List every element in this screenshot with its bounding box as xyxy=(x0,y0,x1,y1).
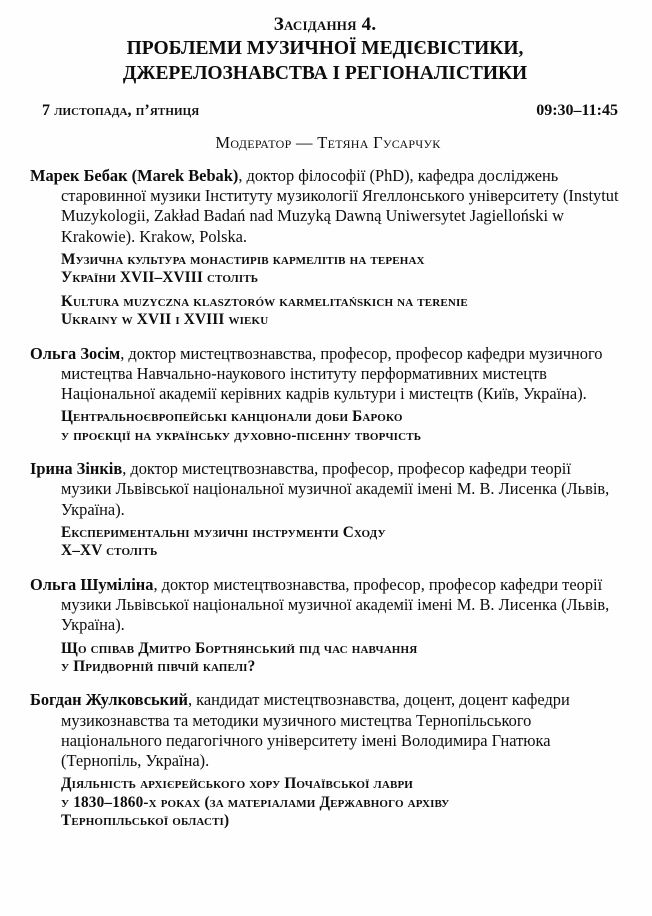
speaker-name: Ольга Шуміліна xyxy=(30,574,154,594)
speaker-entry xyxy=(30,690,620,830)
talk-title-line: Ukrainy w XVII i XVIII wieku xyxy=(61,311,269,329)
page-title-line-2: ДЖЕРЕЛОЗНАВСТВА І РЕГІОНАЛІСТИКИ xyxy=(122,63,528,85)
speaker-name: Ольга Зосім xyxy=(30,343,121,363)
entry-spacer xyxy=(30,566,620,575)
talk-title-line: Центральноєвропейські канціонали доби Бароко xyxy=(61,408,403,426)
speaker-bio xyxy=(30,459,620,520)
talk-title-line: Що співав Дмитро Бортнянський під час навчання xyxy=(61,639,418,657)
talk-title-line: у Придворній півчій капелі? xyxy=(61,657,256,675)
talk-title-line: Музична культура монастирів кармелітів на теренах xyxy=(61,250,425,268)
talk-title-translated xyxy=(30,293,620,330)
entry-spacer xyxy=(30,681,620,690)
page-title xyxy=(30,37,620,87)
session-datetime xyxy=(30,102,620,120)
talk-title-line: Діяльність архієрейського хору Почаївської лаври xyxy=(61,775,414,793)
talk-title-line: Тернопільської області) xyxy=(61,812,230,830)
talk-title-line: Експериментальні музичні інструменти Сходу xyxy=(61,523,386,541)
speaker-bio xyxy=(30,690,620,771)
page-title-line-1: ПРОБЛЕМИ МУЗИЧНОЇ МЕДІЄВІСТИКИ, xyxy=(126,38,524,60)
speaker-name: Ірина Зінків xyxy=(30,459,123,479)
speaker-bio xyxy=(30,575,620,636)
session-label: Засідання 4. xyxy=(273,14,377,35)
session-time: 09:30–11:45 xyxy=(536,101,618,119)
speaker-name: Богдан Жулковський xyxy=(30,690,188,710)
talk-title xyxy=(30,251,620,288)
speaker-entry xyxy=(30,166,620,330)
talk-title-line: X–XV століть xyxy=(61,542,158,560)
speaker-name: Марек Бебак (Marek Bebak) xyxy=(30,165,239,185)
session-moderator: Модератор — Тетяна Гусарчук xyxy=(215,132,441,152)
speaker-bio xyxy=(30,166,620,247)
talk-title xyxy=(30,408,620,445)
session-date: 7 листопада, п’ятниця xyxy=(42,101,200,119)
speaker-bio xyxy=(30,344,620,405)
talk-title xyxy=(30,775,620,830)
entry-spacer xyxy=(30,335,620,344)
speaker-entries-list xyxy=(30,166,620,831)
talk-title-line: у проєкції на українську духовно-пісенну творчість xyxy=(61,426,422,444)
speaker-entry xyxy=(30,575,620,677)
talk-title xyxy=(30,524,620,561)
talk-title-line: України XVII–XVIII століть xyxy=(61,269,259,287)
speaker-affiliation: , доктор мистецтвознавства, професор, професор кафедри теорії музики Львівської національної музичної академії імені М. В. Лисенка (Львів, Україна). xyxy=(61,459,610,519)
talk-title-line: Kultura muzyczna klasztorów karmelitańskich na terenie xyxy=(61,292,468,310)
speaker-entry xyxy=(30,344,620,446)
speaker-affiliation: , доктор мистецтвознавства, професор, професор кафедри теорії музики Львівської національної музичної академії імені М. В. Лисенка (Львів, Україна). xyxy=(61,574,610,635)
speaker-affiliation: , кандидат мистецтвознавства, доцент, доцент кафедри музикознавства та методики музичного мистецтва Тернопільського національного педагогічного університету імені Володимира Гнатюка (Тернопіль, Україна). xyxy=(61,690,570,771)
speaker-affiliation: , доктор філософії (PhD), кафедра досліджень старовинної музики Інституту музикології Ягеллонського університету (Instytut Muzykologii, Zakład Badań nad Muzyką Dawną Uniwersytet Jagielloński w Krakowie). Krakow, Polska. xyxy=(61,165,619,246)
talk-title xyxy=(30,640,620,677)
talk-title-line: у 1830–1860-х роках (за матеріалами Державного архіву xyxy=(61,793,450,811)
speaker-affiliation: , доктор мистецтвознавства, професор, професор кафедри музичного мистецтва Навчально-наукового інституту перформативних мистецтв Національної академії керівних кадрів культури і мистецтв (Київ, Україна). xyxy=(61,343,603,404)
speaker-entry xyxy=(30,459,620,561)
entry-spacer xyxy=(30,450,620,459)
